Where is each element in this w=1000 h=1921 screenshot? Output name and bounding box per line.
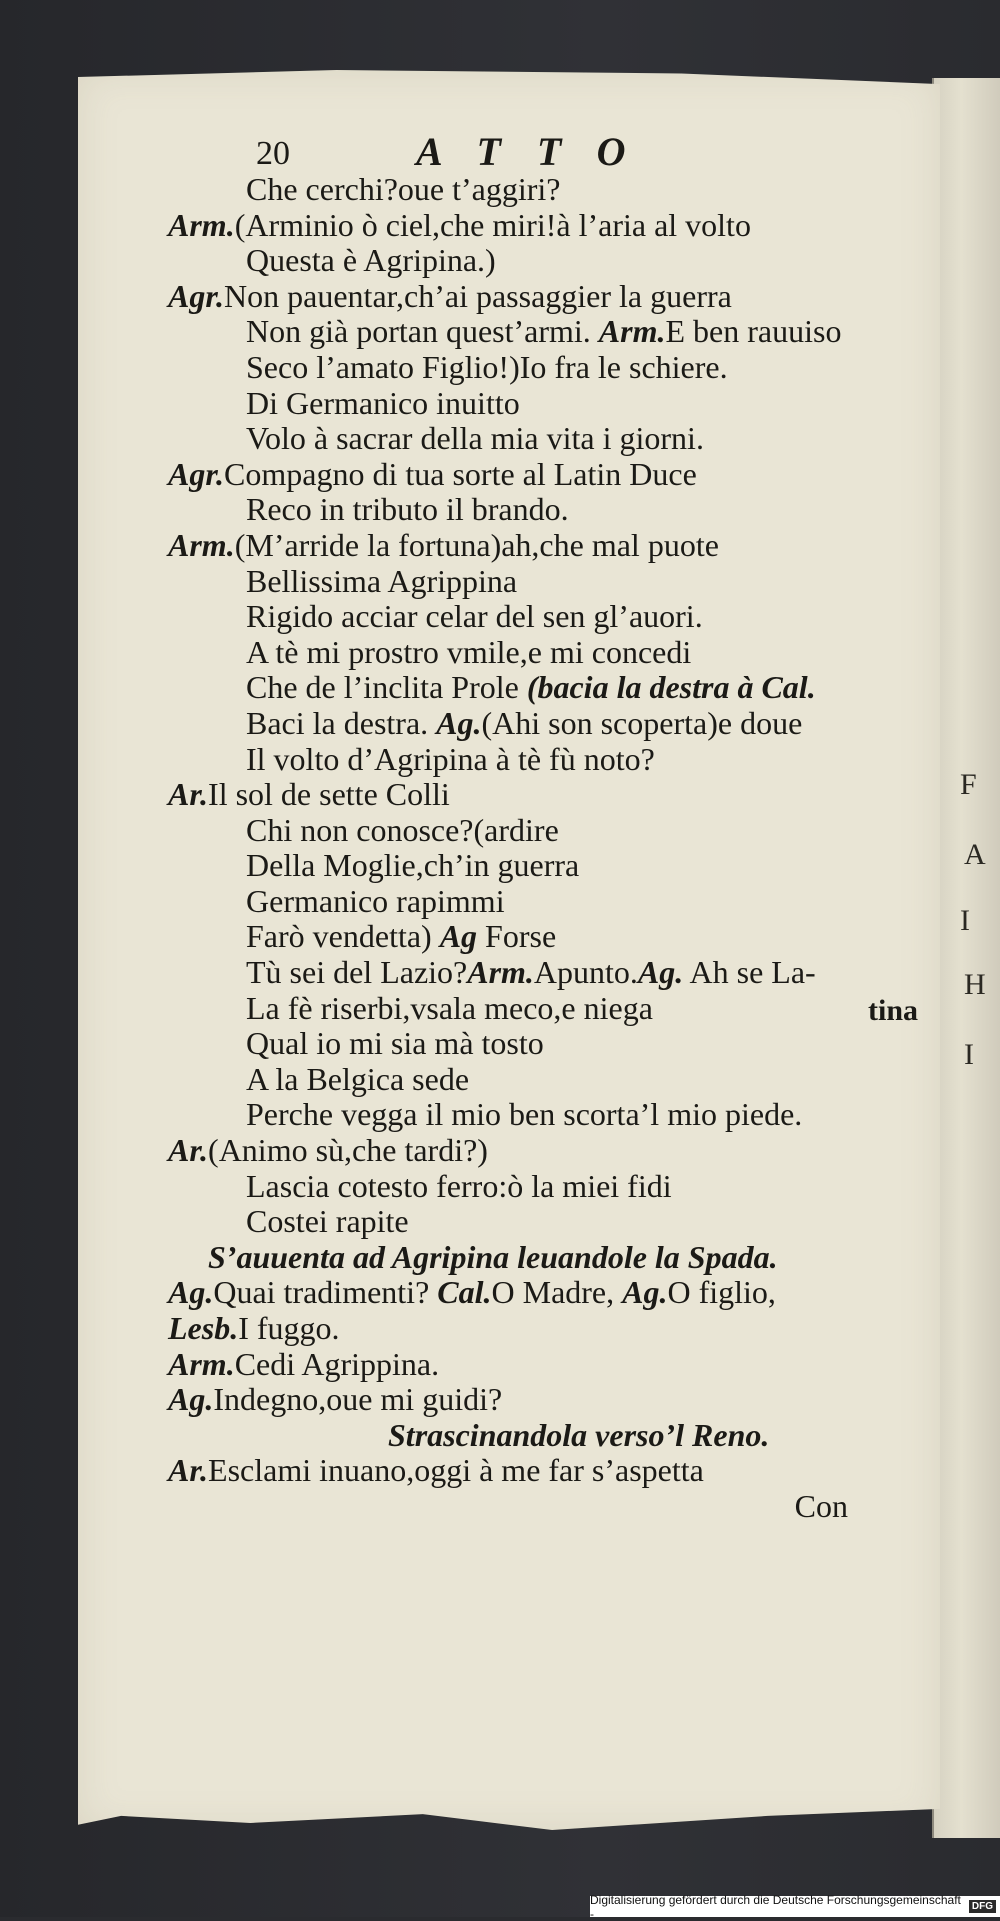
- line-text: Forse: [477, 918, 557, 955]
- speaker-tag: Ar.: [168, 776, 209, 813]
- line-text: O figlio,: [667, 1274, 776, 1311]
- footer-banner: [590, 1892, 1000, 1921]
- facing-page-fragment: I: [964, 1038, 974, 1071]
- text-line: [168, 208, 888, 244]
- speaker-tag: Ag.: [168, 1274, 214, 1311]
- line-text: Lascia cotesto ferro:ò la miei fidi: [246, 1167, 672, 1204]
- text-line: [168, 386, 888, 422]
- text-line: [168, 492, 888, 528]
- line-text: Di Germanico inuitto: [246, 384, 520, 421]
- line-text: Germanico rapimmi: [246, 882, 505, 919]
- text-line: [168, 1418, 888, 1454]
- line-text: A la Belgica sede: [246, 1060, 470, 1097]
- text-line: [168, 1311, 888, 1347]
- text-line: [168, 1240, 888, 1276]
- text-line: [168, 635, 888, 671]
- text-line: [168, 1097, 888, 1133]
- text-line: [168, 1489, 888, 1525]
- line-text: Volo à sacrar della mia vita i giorni.: [246, 420, 704, 457]
- line-text: E ben rauuiso: [665, 313, 842, 350]
- speaker-tag: S’auuenta ad Agripina leuandole la Spada.: [208, 1238, 778, 1275]
- page-text: [168, 129, 919, 1525]
- text-line: [168, 243, 888, 279]
- page-header: [168, 129, 888, 174]
- text-line: [168, 314, 888, 350]
- line-text: Della Moglie,ch’in guerra: [246, 847, 580, 884]
- text-line: [168, 1026, 888, 1062]
- page-number: 20: [256, 135, 290, 172]
- text-line: [168, 528, 888, 564]
- facing-page-edge: [932, 78, 1000, 1838]
- text-line: [168, 350, 888, 386]
- text-line: [168, 955, 888, 991]
- line-text: O Madre,: [491, 1274, 623, 1311]
- line-text: (Ahi son scoperta)e doue: [481, 704, 803, 741]
- line-text: Costei rapite: [246, 1203, 409, 1240]
- line-text: Tù sei del Lazio?: [246, 954, 468, 991]
- line-text: Bellissima Agrippina: [246, 562, 518, 599]
- line-text: A tè mi prostro vmile,e mi concedi: [246, 633, 692, 670]
- text-line: [168, 564, 888, 600]
- margin-note: tina: [868, 993, 919, 1027]
- line-text: Esclami inuano,oggi à me far s’aspetta: [208, 1452, 704, 1489]
- text-line: [168, 884, 888, 920]
- speaker-tag: Arm.: [598, 313, 666, 350]
- page-title: ATTO: [416, 129, 662, 174]
- line-text: Reco in tributo il brando.: [246, 491, 569, 528]
- line-text: Non già portan quest’armi.: [246, 313, 599, 350]
- text-line: [168, 670, 888, 706]
- line-text: Rigido acciar celar del sen gl’auori.: [246, 598, 703, 635]
- line-text: (M’arride la fortuna)ah,che mal puote: [234, 526, 719, 563]
- line-text: Compagno di tua sorte al Latin Duce: [224, 455, 697, 492]
- line-text: La fè riserbi,vsala meco,e niega: [246, 989, 653, 1026]
- line-text: (Arminio ò ciel,che miri!à l’aria al volto: [234, 206, 751, 243]
- dfg-logo-icon: DFG: [969, 1900, 996, 1913]
- text-line: [168, 1275, 888, 1311]
- speaker-tag: Ar.: [168, 1452, 209, 1489]
- line-text: Baci la destra.: [246, 704, 437, 741]
- line-text: Non pauentar,ch’ai passaggier la guerra: [224, 277, 732, 314]
- text-line: [168, 1347, 888, 1383]
- line-text: (Animo sù,che tardi?): [208, 1132, 488, 1169]
- facing-page-fragment: H: [964, 968, 986, 1001]
- speaker-tag: Lesb.: [168, 1310, 239, 1346]
- text-line: [168, 742, 888, 778]
- line-text: Farò vendetta): [246, 918, 440, 955]
- speaker-tag: Ag.: [622, 1274, 668, 1311]
- text-line: [168, 991, 888, 1027]
- text-line: [168, 1453, 888, 1489]
- speaker-tag: Arm.: [467, 954, 534, 991]
- line-text: Qual io mi sia mà tosto: [246, 1025, 544, 1062]
- speaker-tag: Arm.: [168, 1345, 235, 1382]
- verse-lines: [168, 172, 888, 1525]
- line-text: Cedi Agrippina.: [234, 1345, 440, 1382]
- speaker-tag: Ag.: [436, 704, 482, 741]
- speaker-tag: Strascinandola verso’l Reno.: [388, 1416, 770, 1453]
- speaker-tag: Arm.: [168, 206, 235, 243]
- speaker-tag: Agr.: [168, 455, 225, 492]
- text-line: [168, 1133, 888, 1169]
- line-text: Chi non conosce?(ardire: [246, 811, 559, 848]
- line-text: Questa è Agripina.): [246, 242, 496, 279]
- line-text: Il sol de sette Colli: [208, 776, 450, 813]
- text-line: [168, 1382, 888, 1418]
- footer-text: Digitalisierung gefördert durch die Deutsche Forschungsgemeinschaft -: [590, 1892, 961, 1921]
- text-line: [168, 172, 888, 208]
- speaker-tag: (bacia la destra à Cal.: [526, 669, 816, 706]
- speaker-tag: Cal.: [437, 1274, 492, 1311]
- line-text: Con: [794, 1487, 848, 1524]
- speaker-tag: Ar.: [168, 1132, 209, 1169]
- speaker-tag: Ag.: [168, 1381, 214, 1418]
- text-line: [168, 813, 888, 849]
- line-text: Ah se La-: [683, 954, 816, 991]
- speaker-tag: Arm.: [168, 526, 235, 563]
- line-text: Che de l’inclita Prole: [246, 669, 527, 706]
- line-text: Quai tradimenti?: [213, 1274, 438, 1311]
- text-line: [168, 777, 888, 813]
- speaker-tag: Ag: [439, 918, 478, 955]
- text-line: [168, 1062, 888, 1098]
- facing-page-fragment: A: [964, 838, 986, 871]
- text-line: [168, 848, 888, 884]
- speaker-tag: Ag.: [637, 954, 684, 991]
- line-text: Perche vegga il mio ben scorta’l mio piede.: [246, 1096, 803, 1133]
- facing-page-fragment: I: [960, 904, 970, 937]
- speaker-tag: Agr.: [168, 277, 225, 314]
- line-text: Apunto.: [533, 954, 638, 991]
- text-line: [168, 1204, 888, 1240]
- text-line: [168, 421, 888, 457]
- line-text: Il volto d’Agripina à tè fù noto?: [246, 740, 655, 777]
- text-line: [168, 706, 888, 742]
- text-line: [168, 599, 888, 635]
- text-line: [168, 1169, 888, 1205]
- text-line: [168, 279, 888, 315]
- line-text: Indegno,oue mi guidi?: [213, 1381, 503, 1418]
- facing-page-fragment: F: [960, 768, 977, 801]
- line-text: Che cerchi?oue t’aggiri?: [246, 171, 561, 207]
- line-text: Seco l’amato Figlio!)Io fra le schiere.: [246, 348, 728, 385]
- line-text: I fuggo.: [238, 1310, 340, 1346]
- text-line: [168, 919, 888, 955]
- text-line: [168, 457, 888, 493]
